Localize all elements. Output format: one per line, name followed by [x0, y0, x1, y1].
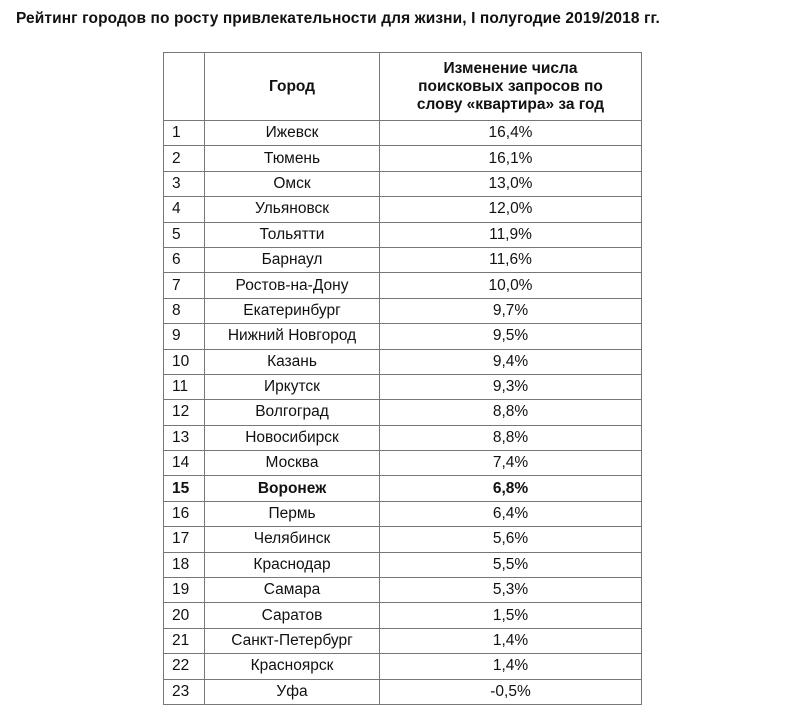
- rank-cell: 5: [164, 222, 205, 247]
- table-row: [164, 578, 642, 603]
- city-cell: Ростов-на-Дону: [205, 273, 380, 298]
- rank-cell: 14: [164, 451, 205, 476]
- change-cell: 16,4%: [380, 121, 642, 146]
- city-cell: Красноярск: [205, 654, 380, 679]
- rank-cell: 11: [164, 374, 205, 399]
- change-cell: 16,1%: [380, 146, 642, 171]
- change-cell: 7,4%: [380, 451, 642, 476]
- table-row: [164, 628, 642, 653]
- change-cell: 9,7%: [380, 298, 642, 323]
- change-cell: 8,8%: [380, 400, 642, 425]
- change-cell: 8,8%: [380, 425, 642, 450]
- city-cell: Тольятти: [205, 222, 380, 247]
- rank-cell: 22: [164, 654, 205, 679]
- change-cell: 1,4%: [380, 654, 642, 679]
- change-cell: 5,3%: [380, 578, 642, 603]
- city-cell: Омск: [205, 171, 380, 196]
- rank-column-header: [164, 53, 205, 121]
- change-cell: 13,0%: [380, 171, 642, 196]
- rank-cell: 13: [164, 425, 205, 450]
- change-cell: 6,8%: [380, 476, 642, 501]
- rank-cell: 19: [164, 578, 205, 603]
- table-row: [164, 146, 642, 171]
- table-row: [164, 476, 642, 501]
- city-cell: Волгоград: [205, 400, 380, 425]
- rank-cell: 15: [164, 476, 205, 501]
- city-cell: Новосибирск: [205, 425, 380, 450]
- table-row: [164, 654, 642, 679]
- city-cell: Краснодар: [205, 552, 380, 577]
- change-cell: 10,0%: [380, 273, 642, 298]
- city-cell: Саратов: [205, 603, 380, 628]
- rank-cell: 10: [164, 349, 205, 374]
- city-cell: Москва: [205, 451, 380, 476]
- change-cell: 11,9%: [380, 222, 642, 247]
- rank-cell: 17: [164, 527, 205, 552]
- table-row: [164, 451, 642, 476]
- city-cell: Пермь: [205, 501, 380, 526]
- table-row: [164, 349, 642, 374]
- rank-cell: 1: [164, 121, 205, 146]
- rank-cell: 2: [164, 146, 205, 171]
- city-cell: Воронеж: [205, 476, 380, 501]
- table-row: [164, 298, 642, 323]
- rank-cell: 4: [164, 197, 205, 222]
- table-row: [164, 171, 642, 196]
- city-cell: Нижний Новгород: [205, 324, 380, 349]
- table-row: [164, 374, 642, 399]
- city-cell: Санкт-Петербург: [205, 628, 380, 653]
- city-cell: Иркутск: [205, 374, 380, 399]
- rank-cell: 23: [164, 679, 205, 704]
- rating-table: [163, 52, 642, 705]
- change-cell: 5,5%: [380, 552, 642, 577]
- city-cell: Казань: [205, 349, 380, 374]
- rank-cell: 12: [164, 400, 205, 425]
- table-body: [164, 121, 642, 705]
- change-cell: 11,6%: [380, 247, 642, 272]
- change-cell: 6,4%: [380, 501, 642, 526]
- change-cell: 1,5%: [380, 603, 642, 628]
- city-column-header: Город: [205, 53, 380, 121]
- change-cell: 9,5%: [380, 324, 642, 349]
- table-row: [164, 197, 642, 222]
- table-row: [164, 501, 642, 526]
- rank-cell: 8: [164, 298, 205, 323]
- table-row: [164, 222, 642, 247]
- change-cell: 9,4%: [380, 349, 642, 374]
- city-cell: Ижевск: [205, 121, 380, 146]
- change-column-header: Изменение числа поисковых запросов по слову «квартира» за год: [380, 53, 642, 121]
- rank-cell: 9: [164, 324, 205, 349]
- change-cell: 1,4%: [380, 628, 642, 653]
- rank-cell: 21: [164, 628, 205, 653]
- rank-cell: 3: [164, 171, 205, 196]
- page-title: Рейтинг городов по росту привлекательности для жизни, I полугодие 2019/2018 гг.: [16, 10, 660, 27]
- rank-cell: 6: [164, 247, 205, 272]
- table-row: [164, 603, 642, 628]
- change-cell: 5,6%: [380, 527, 642, 552]
- city-cell: Челябинск: [205, 527, 380, 552]
- city-cell: Барнаул: [205, 247, 380, 272]
- table-row: [164, 527, 642, 552]
- city-cell: Екатеринбург: [205, 298, 380, 323]
- change-cell: 12,0%: [380, 197, 642, 222]
- city-cell: Ульяновск: [205, 197, 380, 222]
- city-cell: Уфа: [205, 679, 380, 704]
- rank-cell: 20: [164, 603, 205, 628]
- table-row: [164, 400, 642, 425]
- change-cell: -0,5%: [380, 679, 642, 704]
- city-cell: Самара: [205, 578, 380, 603]
- table-row: [164, 425, 642, 450]
- city-cell: Тюмень: [205, 146, 380, 171]
- table-row: [164, 247, 642, 272]
- rank-cell: 16: [164, 501, 205, 526]
- table-row: [164, 552, 642, 577]
- table-row: [164, 679, 642, 704]
- rank-cell: 18: [164, 552, 205, 577]
- table-row: [164, 121, 642, 146]
- table-header-row: [164, 53, 642, 121]
- rank-cell: 7: [164, 273, 205, 298]
- table-row: [164, 324, 642, 349]
- table-row: [164, 273, 642, 298]
- change-cell: 9,3%: [380, 374, 642, 399]
